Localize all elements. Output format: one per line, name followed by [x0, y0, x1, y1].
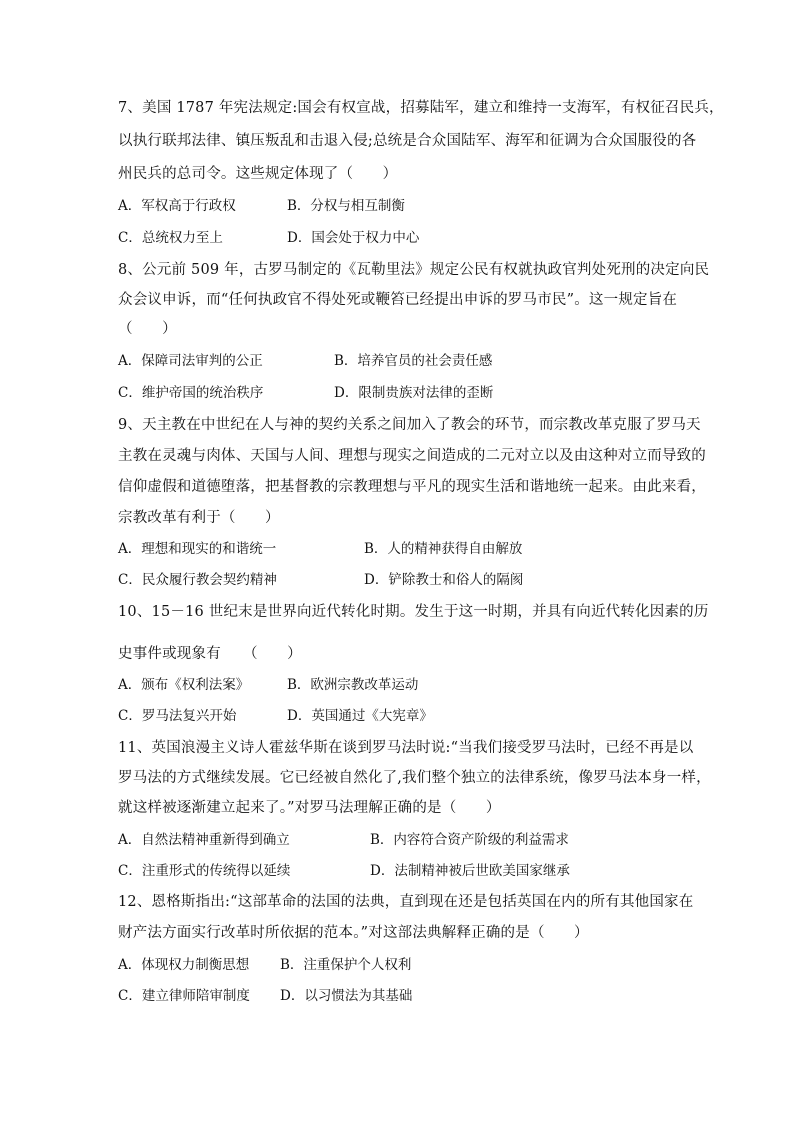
question-11-option-b: B．内容符合资产阶级的利益需求 — [370, 832, 569, 848]
question-7-option-a: A．军权高于行政权 — [118, 198, 236, 214]
question-11-line-3: 就这样被逐渐建立起来了。”对罗马法理解正确的是（ ） — [118, 800, 501, 816]
question-11-option-a: A．自然法精神重新得到确立 — [118, 832, 290, 848]
question-7-option-c: C．总统权力至上 — [118, 230, 223, 246]
question-8-option-a: A．保障司法审判的公正 — [118, 353, 263, 369]
question-10-line-2: 史事件或现象有 （ ） — [118, 646, 302, 662]
question-9-option-b: B．人的精神获得自由解放 — [364, 541, 523, 557]
question-8-option-b: B．培养官员的社会责任感 — [334, 353, 493, 369]
question-10-option-c: C．罗马法复兴开始 — [118, 708, 237, 724]
question-11-option-d: D．法制精神被后世欧美国家继承 — [370, 863, 570, 879]
question-9-option-c: C．民众履行教会契约精神 — [118, 572, 277, 588]
question-10-option-a: A．颁布《权利法案》 — [118, 677, 250, 693]
question-9-line-2: 主教在灵魂与肉体、天国与人间、理想与现实之间造成的二元对立以及由这种对立而导致的 — [118, 448, 706, 464]
question-11-line-1: 11、英国浪漫主义诗人霍兹华斯在谈到罗马法时说:“当我们接受罗马法时，已经不再是以 — [118, 740, 694, 756]
question-7-line-1: 7、美国 1787 年宪法规定:国会有权宣战，招募陆军，建立和维持一支海军，有权征召民兵， — [118, 100, 724, 116]
question-12-option-c: C．建立律师陪审制度 — [118, 988, 250, 1004]
question-9-line-3: 信仰虚假和道德堕落，把基督教的宗教理想与平凡的现实生活和谐地统一起来。由此来看， — [118, 479, 706, 495]
question-12-option-a: A．体现权力制衡思想 — [118, 957, 250, 973]
question-8-line-3: （ ） — [118, 321, 177, 337]
question-9-line-4: 宗教改革有利于（ ） — [118, 510, 280, 526]
question-12-line-1: 12、恩格斯指出:“这部革命的法国的法典，直到现在还是包括英国在内的所有其他国家在 — [118, 894, 694, 910]
question-8-option-c: C．维护帝国的统治秩序 — [118, 385, 264, 401]
question-7-line-3: 州民兵的总司令。这些规定体现了（ ） — [118, 166, 398, 182]
question-9-line-1: 9、天主教在中世纪在人与神的契约关系之间加入了教会的环节，而宗教改革克服了罗马天 — [118, 417, 701, 433]
question-10-option-d: D．英国通过《大宪章》 — [287, 708, 433, 724]
question-12-option-d: D．以习惯法为其基础 — [280, 988, 413, 1004]
question-7-line-2: 以执行联邦法律、镇压叛乱和击退入侵;总统是合众国陆军、海军和征调为合众国服役的各 — [118, 133, 697, 149]
question-11-option-c: C．注重形式的传统得以延续 — [118, 863, 291, 879]
question-8-option-d: D．限制贵族对法律的歪断 — [334, 385, 494, 401]
question-12-line-2: 财产法方面实行改革时所依据的范本。”对这部法典解释正确的是（ ） — [118, 925, 589, 941]
question-9-option-d: D．铲除教士和俗人的隔阂 — [364, 572, 524, 588]
question-11-line-2: 罗马法的方式继续发展。它已经被自然化了,我们整个独立的法律系统，像罗马法本身一样， — [118, 770, 711, 786]
question-7-option-d: D．国会处于权力中心 — [287, 230, 420, 246]
question-10-option-b: B．欧洲宗教改革运动 — [287, 677, 419, 693]
question-7-option-b: B．分权与相互制衡 — [287, 198, 405, 214]
question-9-option-a: A．理想和现实的和谐统一 — [118, 541, 277, 557]
question-8-line-1: 8、公元前 509 年，古罗马制定的《瓦勒里法》规定公民有权就执政官判处死刑的决定向民 — [118, 262, 710, 278]
question-12-option-b: B．注重保护个人权利 — [280, 957, 412, 973]
question-8-line-2: 众会议申诉，而“任何执政官不得处死或鞭笞已经提出申诉的罗马市民”。这一规定旨在 — [118, 292, 678, 308]
question-10-line-1: 10、15－16 世纪末是世界向近代转化时期。发生于这一时期，并具有向近代转化因素的历 — [118, 604, 709, 620]
